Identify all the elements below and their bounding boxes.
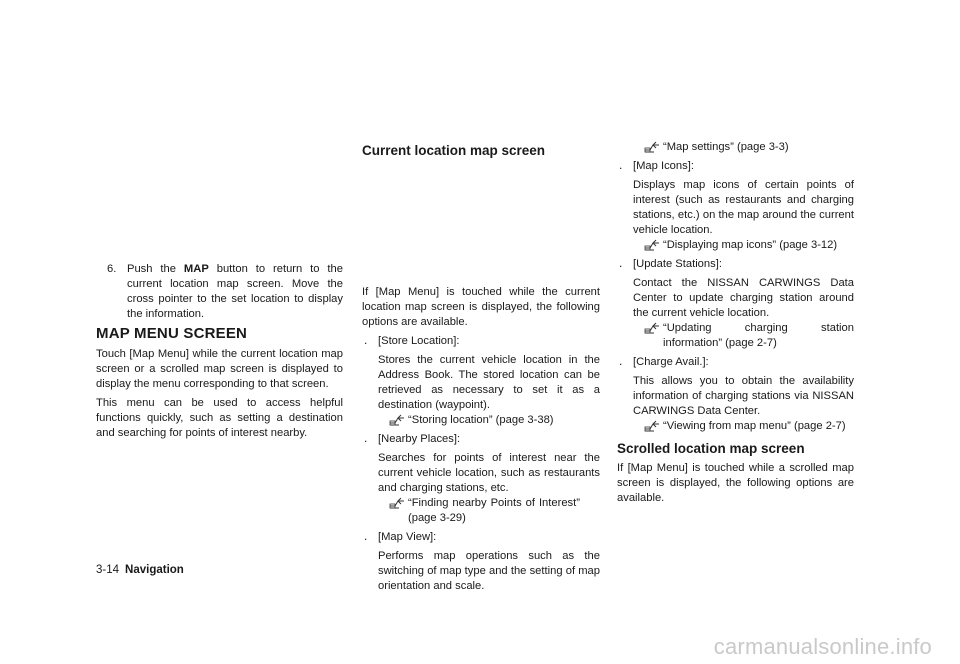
cross-reference — [617, 140, 854, 155]
item-label: [Update Stations]: — [633, 258, 722, 270]
step-text-post: button to return to the current location map screen. Move the cross pointer to the set location to display the information. — [127, 263, 343, 320]
item-label-row — [617, 257, 854, 272]
reference-text: “Updating charging station information” (page 2-7) — [663, 322, 854, 349]
bullet: . — [619, 158, 623, 172]
list-item — [617, 257, 854, 351]
cross-reference — [362, 496, 600, 526]
bullet: . — [619, 256, 623, 270]
cross-reference — [362, 413, 600, 428]
reference-pointer-icon — [389, 414, 406, 426]
item-description: Performs map operations such as the switching of map type and the setting of map orientation and scale. — [378, 550, 600, 592]
paragraph: Touch [Map Menu] while the current location map screen or a scrolled map screen is displayed to display the menu corresponding to that screen. — [96, 348, 343, 390]
left-column-section — [96, 325, 343, 441]
left-column — [107, 262, 343, 322]
map-button-label: MAP — [183, 263, 209, 275]
item-label: [Charge Avail.]: — [633, 356, 709, 368]
list-item — [362, 432, 600, 526]
cross-reference — [617, 321, 854, 351]
page-number: 3-14 — [96, 564, 120, 576]
paragraph: If [Map Menu] is touched while a scrolled map screen is displayed, the following options are available. — [617, 462, 854, 504]
item-description: This allows you to obtain the availability information of charging stations via NISSAN CARWINGS Data Center. — [633, 375, 854, 417]
cross-reference — [617, 419, 854, 434]
section-heading: MAP MENU SCREEN — [96, 325, 248, 342]
item-description: Displays map icons of certain points of interest (such as restaurants and charging stations, etc.) on the map around the current vehicle location. — [633, 179, 854, 236]
paragraph: This menu can be used to access helpful functions quickly, such as setting a destination and searching for points of interest nearby. — [96, 397, 343, 439]
middle-heading-block — [362, 142, 602, 159]
reference-pointer-icon — [389, 497, 406, 509]
chapter-title: Navigation — [125, 564, 184, 576]
item-label: [Nearby Places]: — [378, 433, 461, 445]
item-description: Stores the current vehicle location in the Address Book. The stored location can be retrieved as necessary to set it as a destination (waypoint). — [378, 354, 600, 411]
bullet: . — [364, 431, 368, 445]
item-label-row — [362, 334, 600, 349]
item-label-row — [617, 159, 854, 174]
item-label: [Map View]: — [378, 531, 437, 543]
item-label: [Store Location]: — [378, 335, 460, 347]
item-label: [Map Icons]: — [633, 160, 694, 172]
subsection-heading: Scrolled location map screen — [617, 441, 805, 456]
step-text-pre: Push the — [127, 263, 184, 275]
subsection-heading: Current location map screen — [362, 143, 546, 158]
list-item — [617, 355, 854, 434]
reference-text: “Map settings” (page 3-3) — [663, 141, 789, 153]
item-description: Searches for points of interest near the current vehicle location, such as restaurants and charging stations, etc. — [378, 452, 600, 494]
step-number: 6. — [107, 263, 117, 275]
middle-column — [362, 285, 600, 594]
bullet: . — [364, 529, 368, 543]
reference-text: “Displaying map icons” (page 3-12) — [663, 239, 838, 251]
intro-paragraph: If [Map Menu] is touched while the current location map screen is displayed, the following options are available. — [362, 286, 600, 328]
item-label-row — [362, 432, 600, 447]
step-6 — [107, 262, 343, 322]
bullet: . — [364, 333, 368, 347]
item-label-row — [362, 530, 600, 545]
list-item — [362, 530, 600, 594]
cross-reference — [617, 238, 854, 253]
page-footer — [96, 564, 184, 576]
right-column — [617, 140, 854, 506]
reference-pointer-icon — [644, 141, 661, 153]
list-item — [362, 334, 600, 428]
reference-text: “Storing location” (page 3-38) — [408, 414, 554, 426]
reference-pointer-icon — [644, 239, 661, 251]
reference-text: “Viewing from map menu” (page 2-7) — [663, 420, 846, 432]
reference-pointer-icon — [644, 420, 661, 432]
item-description: Contact the NISSAN CARWINGS Data Center to update charging station around the current vehicle location. — [633, 277, 854, 319]
item-label-row — [617, 355, 854, 370]
reference-text: “Finding nearby Points of Interest” (page 3-29) — [408, 497, 580, 524]
list-item — [617, 159, 854, 253]
watermark: carmanualsonline.info — [713, 634, 932, 659]
bullet: . — [619, 354, 623, 368]
reference-pointer-icon — [644, 322, 661, 334]
